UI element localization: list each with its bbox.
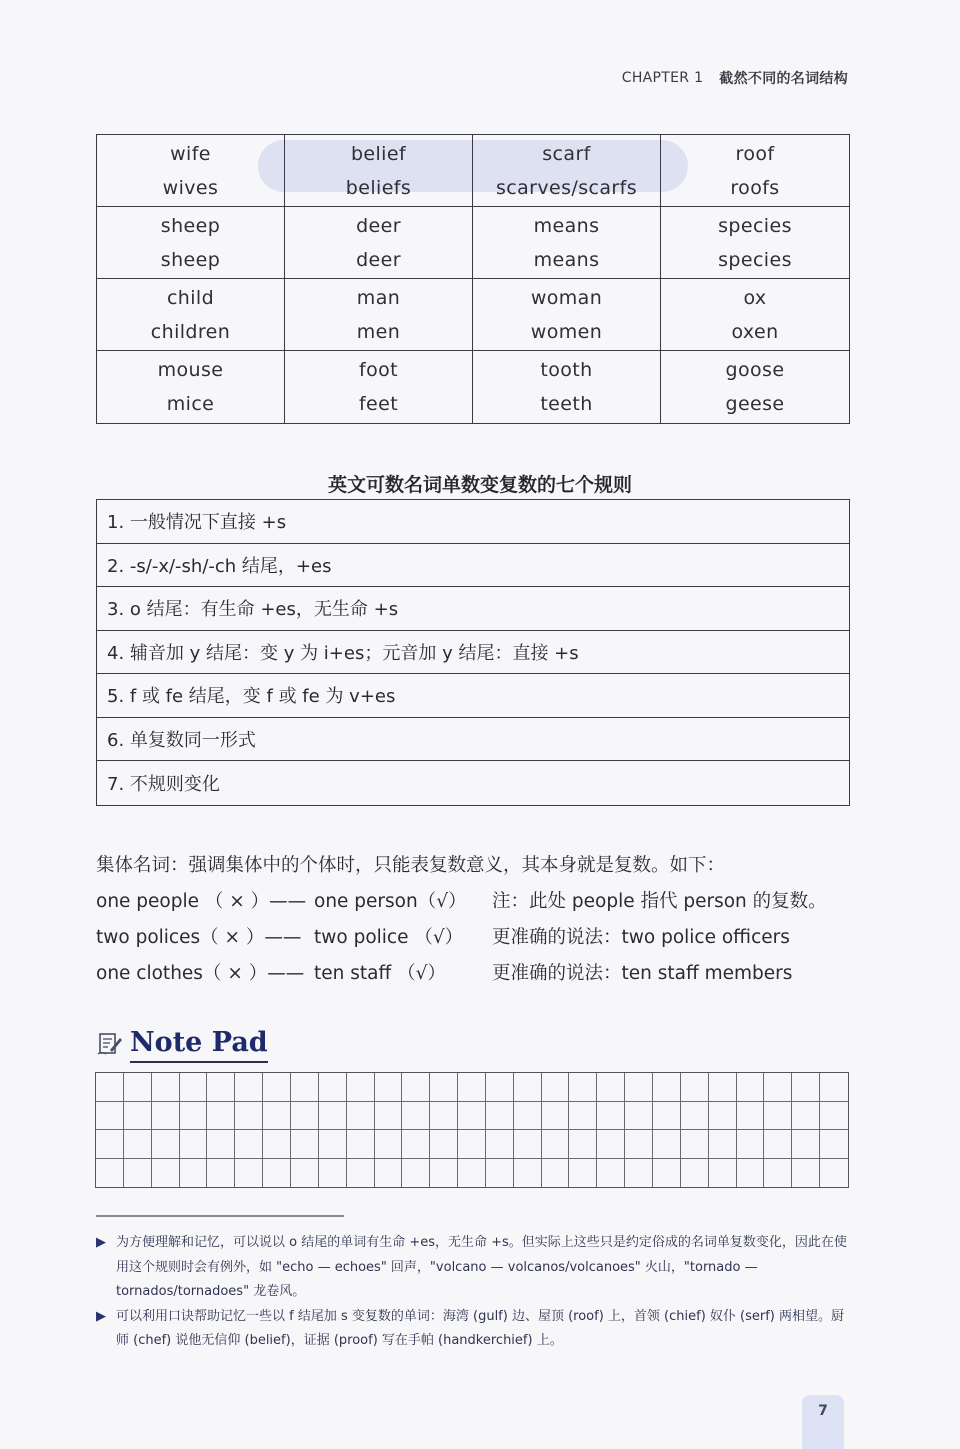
- table-cell: [473, 279, 661, 351]
- plural-word: oxen: [731, 320, 779, 343]
- singular-word: belief: [350, 142, 407, 165]
- rules-title: 英文可数名词单数变复数的七个规则: [327, 474, 632, 496]
- rule-row: 2. -s/-x/-sh/-ch 结尾，+es: [97, 544, 849, 588]
- plural-word: sheep: [160, 248, 221, 271]
- grid-square[interactable]: [820, 1102, 848, 1131]
- singular-word: sheep: [160, 214, 221, 237]
- grid-square[interactable]: [207, 1159, 235, 1188]
- grid-square[interactable]: [207, 1130, 235, 1159]
- grid-square[interactable]: [569, 1073, 597, 1102]
- triangle-bullet-icon: ▶: [96, 1308, 106, 1324]
- singular-word: mouse: [157, 359, 224, 381]
- grid-square[interactable]: [653, 1073, 681, 1102]
- plural-word: men: [356, 320, 401, 343]
- rule-row: 4. 辅音加 y 结尾：变 y 为 i+es；元音加 y 结尾：直接 +s: [97, 631, 849, 675]
- footnote-divider: [96, 1215, 344, 1217]
- grid-square[interactable]: [235, 1159, 263, 1188]
- wrong-form: one clothes（ × ）——: [96, 963, 305, 984]
- table-cell: [285, 207, 473, 279]
- grid-square[interactable]: [152, 1073, 180, 1102]
- example-note: 注：此处 people 指代 person 的复数。: [492, 891, 827, 912]
- footnotes: [96, 1231, 852, 1354]
- singular-word: tooth: [540, 359, 593, 381]
- notepad-grid[interactable]: [95, 1072, 849, 1188]
- rule-row: 6. 单复数同一形式: [97, 718, 849, 762]
- collective-example: [96, 956, 866, 992]
- table-cell: [473, 135, 661, 207]
- notepad-pen-icon: [96, 1029, 124, 1061]
- grid-square[interactable]: [820, 1073, 848, 1102]
- grid-square[interactable]: [820, 1159, 848, 1188]
- singular-word: species: [718, 214, 792, 237]
- grid-square[interactable]: [681, 1102, 709, 1131]
- example-note: 更准确的说法：two police officers: [492, 927, 790, 948]
- table-cell: [661, 135, 849, 207]
- table-cell: [97, 279, 285, 351]
- grid-square[interactable]: [597, 1102, 625, 1131]
- grid-square[interactable]: [625, 1159, 653, 1188]
- grid-square[interactable]: [207, 1073, 235, 1102]
- plural-word: teeth: [540, 393, 593, 415]
- grid-square[interactable]: [319, 1159, 347, 1188]
- grid-square[interactable]: [124, 1130, 152, 1159]
- grid-square[interactable]: [542, 1102, 570, 1131]
- grid-square[interactable]: [458, 1159, 486, 1188]
- grid-square[interactable]: [737, 1159, 765, 1188]
- grid-square[interactable]: [347, 1073, 375, 1102]
- grid-square[interactable]: [347, 1130, 375, 1159]
- table-cell: [285, 351, 473, 423]
- rule-row: 1. 一般情况下直接 +s: [97, 500, 849, 544]
- table-cell: [473, 351, 661, 423]
- grid-square[interactable]: [569, 1159, 597, 1188]
- grid-square[interactable]: [792, 1073, 820, 1102]
- grid-square[interactable]: [458, 1102, 486, 1131]
- rule-row: 5. f 或 fe 结尾，变 f 或 fe 为 v+es: [97, 674, 849, 718]
- grid-square[interactable]: [820, 1130, 848, 1159]
- grid-square[interactable]: [764, 1073, 792, 1102]
- table-cell: [661, 207, 849, 279]
- grid-square[interactable]: [263, 1159, 291, 1188]
- grid-square[interactable]: [486, 1130, 514, 1159]
- grid-square[interactable]: [430, 1159, 458, 1188]
- footnote-item: [96, 1305, 852, 1354]
- grid-square[interactable]: [235, 1073, 263, 1102]
- grid-square[interactable]: [430, 1073, 458, 1102]
- table-cell: [97, 135, 285, 207]
- grid-square[interactable]: [597, 1159, 625, 1188]
- table-cell: [285, 279, 473, 351]
- rule-row: 7. 不规则变化: [107, 773, 220, 795]
- wrong-form: two polices（ × ）——: [96, 927, 302, 948]
- grid-square[interactable]: [764, 1159, 792, 1188]
- table-cell: [661, 351, 849, 423]
- grid-square[interactable]: [681, 1159, 709, 1188]
- collective-example: [96, 884, 866, 920]
- grid-square[interactable]: [402, 1159, 430, 1188]
- correct-form: ten staff （√）: [314, 963, 446, 984]
- grid-square[interactable]: [542, 1159, 570, 1188]
- singular-word: child: [166, 286, 215, 309]
- grid-square[interactable]: [96, 1130, 124, 1159]
- grid-square[interactable]: [597, 1073, 625, 1102]
- grid-square[interactable]: [681, 1073, 709, 1102]
- singular-word: deer: [356, 214, 401, 237]
- table-cell: [473, 207, 661, 279]
- footnote-item: [96, 1231, 852, 1305]
- grid-square[interactable]: [737, 1130, 765, 1159]
- rules-table: [96, 499, 850, 806]
- plural-word: wives: [162, 176, 219, 199]
- singular-word: scarf: [542, 142, 591, 165]
- collective-example: [96, 920, 866, 956]
- grid-square[interactable]: [514, 1073, 542, 1102]
- grid-square[interactable]: [291, 1073, 319, 1102]
- grid-square[interactable]: [514, 1102, 542, 1131]
- singular-word: goose: [725, 359, 785, 381]
- grid-square[interactable]: [291, 1102, 319, 1131]
- grid-square[interactable]: [486, 1102, 514, 1131]
- grid-square[interactable]: [180, 1102, 208, 1131]
- grid-square[interactable]: [709, 1102, 737, 1131]
- plural-word: scarves/scarfs: [495, 176, 638, 199]
- grid-square[interactable]: [514, 1130, 542, 1159]
- grid-square[interactable]: [709, 1130, 737, 1159]
- grid-square[interactable]: [319, 1130, 347, 1159]
- grid-square[interactable]: [124, 1073, 152, 1102]
- collective-intro: 集体名词：强调集体中的个体时，只能表复数意义，其本身就是复数。如下：: [96, 855, 726, 876]
- grid-square[interactable]: [458, 1130, 486, 1159]
- chapter-title: 截然不同的名词结构: [719, 71, 848, 87]
- grid-square[interactable]: [347, 1159, 375, 1188]
- grid-square[interactable]: [375, 1073, 403, 1102]
- footnote-text: 为方便理解和记忆，可以说以 o 结尾的单词有生命 +es，无生命 +s。但实际上这些只是约定俗成的名词单复数变化，因此在使用这个规则时会有例外，如 "echo — echoes" 回声，"volcano — volcanos/volcanoes" 火山，"tornado — tornados/tornadoes" 龙卷风。: [116, 1235, 847, 1299]
- plural-word: mice: [166, 393, 215, 415]
- grid-square[interactable]: [709, 1159, 737, 1188]
- grid-square[interactable]: [569, 1130, 597, 1159]
- singular-word: means: [533, 214, 600, 237]
- grid-square[interactable]: [235, 1130, 263, 1159]
- grid-square[interactable]: [458, 1073, 486, 1102]
- grid-square[interactable]: [291, 1130, 319, 1159]
- grid-square[interactable]: [96, 1159, 124, 1188]
- grid-square[interactable]: [569, 1102, 597, 1131]
- grid-square[interactable]: [319, 1073, 347, 1102]
- chapter-label: CHAPTER 1: [621, 70, 704, 86]
- table-cell: [285, 135, 473, 207]
- grid-square[interactable]: [375, 1130, 403, 1159]
- footnote-text: 可以利用口诀帮助记忆一些以 f 结尾加 s 变复数的单词：海湾 (gulf) 边、屋顶 (roof) 上，首领 (chief) 奴仆 (serf) 两相望。厨师 (chef) 说他无信仰 (belief)，证据 (proof) 写在手帕 (handkerchief) 上。: [116, 1308, 845, 1348]
- grid-square[interactable]: [625, 1102, 653, 1131]
- grid-square[interactable]: [375, 1102, 403, 1131]
- grid-square[interactable]: [681, 1130, 709, 1159]
- plural-word: deer: [356, 248, 401, 271]
- grid-square[interactable]: [653, 1102, 681, 1131]
- grid-square[interactable]: [792, 1159, 820, 1188]
- table-cell: [97, 207, 285, 279]
- grid-square[interactable]: [792, 1130, 820, 1159]
- grid-square[interactable]: [319, 1102, 347, 1131]
- grid-square[interactable]: [152, 1102, 180, 1131]
- singular-word: foot: [359, 359, 398, 381]
- plural-word: means: [533, 248, 600, 271]
- plural-word: children: [150, 320, 231, 343]
- correct-form: one person（√）: [314, 891, 467, 912]
- rule-row: 3. o 结尾：有生命 +es，无生命 +s: [97, 587, 849, 631]
- collective-nouns-section: [96, 848, 866, 992]
- page-number: 7: [818, 1403, 828, 1419]
- table-cell: [661, 279, 849, 351]
- grid-square[interactable]: [207, 1102, 235, 1131]
- grid-square[interactable]: [709, 1073, 737, 1102]
- grid-square[interactable]: [792, 1102, 820, 1131]
- grid-square[interactable]: [764, 1102, 792, 1131]
- grid-square[interactable]: [263, 1073, 291, 1102]
- page-number-tab: [802, 1395, 844, 1449]
- singular-word: ox: [743, 286, 767, 309]
- grid-square[interactable]: [486, 1159, 514, 1188]
- grid-square[interactable]: [486, 1073, 514, 1102]
- grid-square[interactable]: [124, 1159, 152, 1188]
- grid-square[interactable]: [402, 1102, 430, 1131]
- grid-square[interactable]: [375, 1159, 403, 1188]
- singular-word: woman: [530, 286, 603, 309]
- plural-word: feet: [358, 393, 399, 415]
- grid-square[interactable]: [180, 1073, 208, 1102]
- plural-word: geese: [725, 393, 785, 415]
- grid-square[interactable]: [597, 1130, 625, 1159]
- grid-square[interactable]: [152, 1130, 180, 1159]
- grid-square[interactable]: [180, 1130, 208, 1159]
- grid-square[interactable]: [653, 1130, 681, 1159]
- wrong-form: one people （ × ）——: [96, 891, 307, 912]
- singular-word: roof: [735, 142, 775, 165]
- example-note: 更准确的说法：ten staff members: [492, 963, 793, 984]
- grid-square[interactable]: [402, 1073, 430, 1102]
- plural-word: species: [718, 248, 792, 271]
- grid-square[interactable]: [291, 1159, 319, 1188]
- grid-square[interactable]: [180, 1159, 208, 1188]
- irregular-plurals-table: [96, 134, 850, 424]
- grid-square[interactable]: [514, 1159, 542, 1188]
- grid-square[interactable]: [737, 1102, 765, 1131]
- grid-square[interactable]: [235, 1102, 263, 1131]
- plural-word: roofs: [730, 176, 780, 199]
- notepad-header: [96, 1026, 268, 1063]
- chapter-header: [622, 68, 848, 88]
- grid-square[interactable]: [542, 1073, 570, 1102]
- grid-square[interactable]: [653, 1159, 681, 1188]
- grid-square[interactable]: [737, 1073, 765, 1102]
- grid-square[interactable]: [625, 1073, 653, 1102]
- grid-square[interactable]: [764, 1130, 792, 1159]
- grid-square[interactable]: [96, 1102, 124, 1131]
- singular-word: man: [356, 286, 401, 309]
- grid-square[interactable]: [542, 1130, 570, 1159]
- grid-square[interactable]: [263, 1130, 291, 1159]
- grid-square[interactable]: [402, 1130, 430, 1159]
- singular-word: wife: [170, 142, 211, 165]
- grid-square[interactable]: [96, 1073, 124, 1102]
- table-cell: [97, 351, 285, 423]
- grid-square[interactable]: [263, 1102, 291, 1131]
- correct-form: two police （√）: [314, 927, 464, 948]
- plural-word: beliefs: [345, 176, 412, 199]
- notepad-title: Note Pad: [130, 1026, 268, 1063]
- grid-square[interactable]: [430, 1130, 458, 1159]
- grid-square[interactable]: [625, 1130, 653, 1159]
- triangle-bullet-icon: ▶: [96, 1235, 106, 1250]
- grid-square[interactable]: [152, 1159, 180, 1188]
- grid-square[interactable]: [124, 1102, 152, 1131]
- plural-word: women: [530, 320, 603, 343]
- grid-square[interactable]: [430, 1102, 458, 1131]
- grid-square[interactable]: [347, 1102, 375, 1131]
